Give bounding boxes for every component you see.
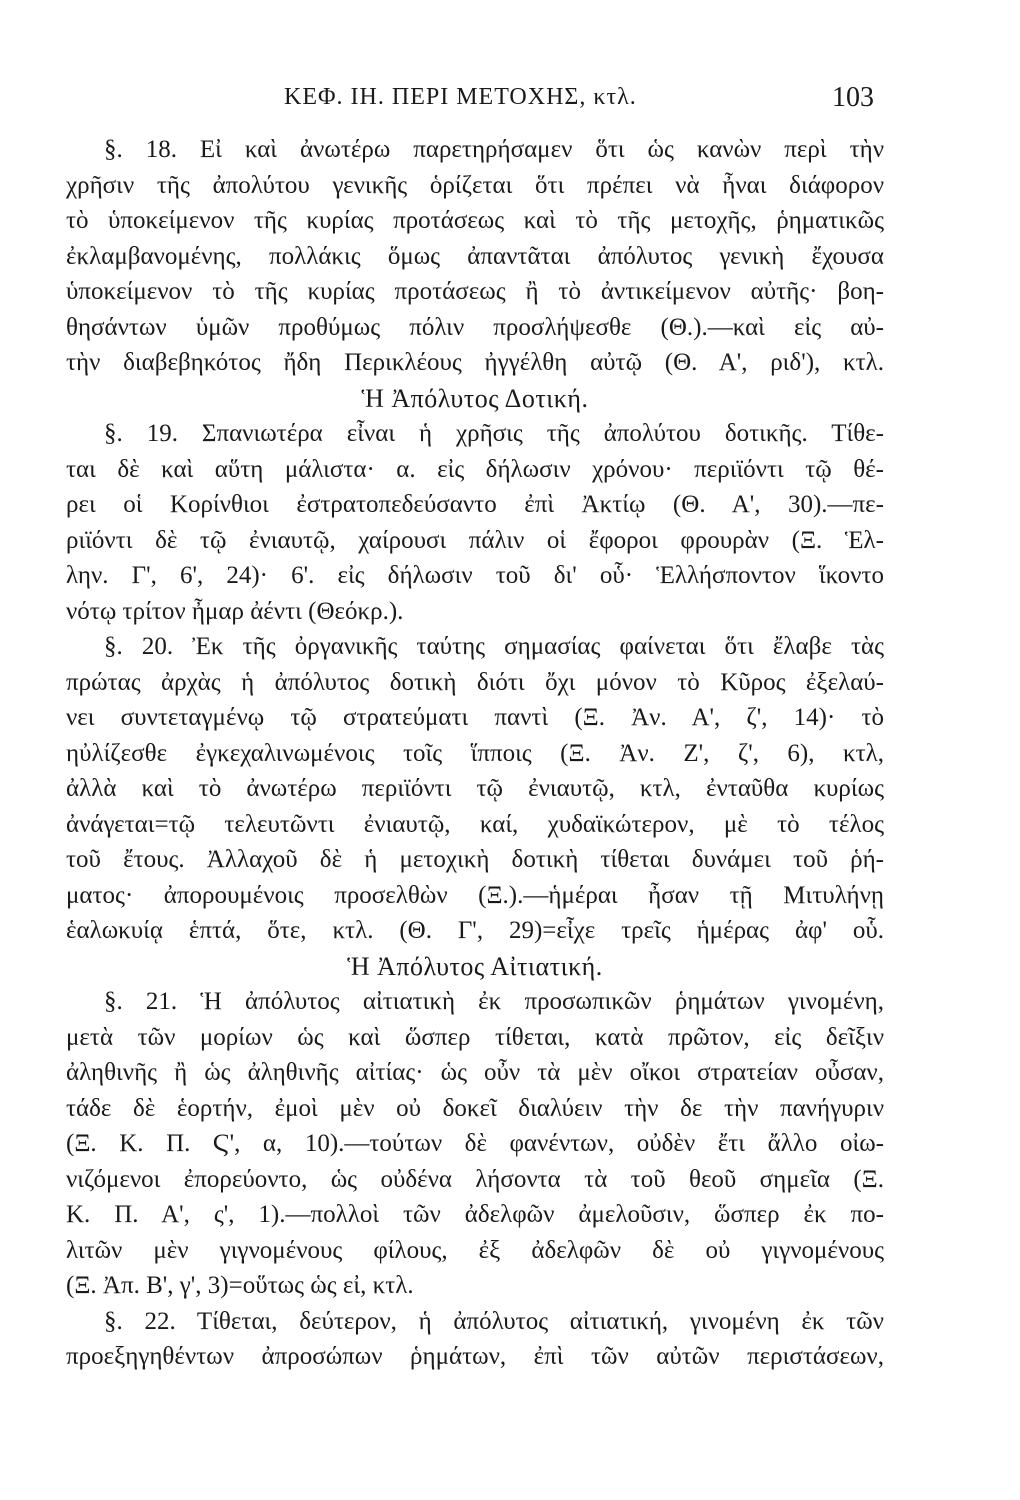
paragraph-19-line: §. 19. Σπανιωτέρα εἶναι ἡ χρῆσις τῆς ἀπολύτου δοτικῆς. Τίθε- (104, 420, 884, 447)
paragraph-22-line: §. 22. Τίθεται, δεύτερον, ἡ ἀπόλυτος αἰτιατική, γινομένη ἐκ τῶν (104, 1307, 884, 1335)
page-number: 103 (832, 82, 874, 113)
paragraph-18-line: τὴν διαβεβηκότος ἤδη Περικλέους ἠγγέλθη αὐτῷ (Θ. Α', ριδ'), κτλ. (66, 349, 884, 376)
paragraph-21-line: νιζόμενοι ἐπορεύοντο, ὡς οὐδένα λήσοντα τὰ τοῦ θεοῦ σημεῖα (Ξ. (66, 1165, 884, 1193)
paragraph-20-line: τοῦ ἔτους. Ἀλλαχοῦ δὲ ἡ μετοχικὴ δοτικὴ τίθεται δυνάμει τοῦ ῥή- (66, 846, 884, 873)
paragraph-20-line: πρώτας ἀρχὰς ἡ ἀπόλυτος δοτικὴ διότι ὄχι μόνον τὸ Κῦρος ἐξελαύ- (66, 668, 884, 696)
page-body (66, 132, 884, 1375)
paragraph-21-line: (Ξ. Κ. Π. Ϛ', α, 10).—τούτων δὲ φανέντων, οὐδὲν ἔτι ἄλλο οἰω- (66, 1130, 884, 1157)
paragraph-19-line: ρει οἱ Κορίνθιοι ἐστρατοπεδεύσαντο ἐπὶ Ἀκτίῳ (Θ. Α', 30).—πε- (66, 491, 884, 518)
running-title: ΚΕΦ. ΙΗ. ΠΕΡΙ ΜΕΤΟΧΗΣ, κτλ. (284, 84, 637, 110)
paragraph-18-line: §. 18. Εἰ καὶ ἀνωτέρω παρετηρήσαμεν ὅτι ὡς κανὼν περὶ τὴν (104, 136, 884, 163)
paragraph-21-line: λιτῶν μὲν γιγνομένους φίλους, ἐξ ἀδελφῶν δὲ οὐ γιγνομένους (66, 1236, 884, 1264)
paragraph-20-line: ἑαλωκυίᾳ ἑπτά, ὅτε, κτλ. (Θ. Γ', 29)=εἶχε τρεῖς ἡμέρας ἀφ' οὗ. (66, 917, 884, 944)
paragraph-19-line: ριϊόντι δὲ τῷ ἐνιαυτῷ, χαίρουσι πάλιν οἱ ἔφοροι φρουρὰν (Ξ. Ἑλ- (66, 526, 884, 554)
paragraph-20-line: νει συντεταγμένῳ τῷ στρατεύματι παντὶ (Ξ. Ἀν. Α', ζ', 14)· τὸ (66, 704, 884, 731)
paragraph-18-line: ὑποκείμενον τὸ τῆς κυρίας προτάσεως ἢ τὸ ἀντικείμενον αὐτῆς· βοη- (66, 278, 884, 305)
paragraph-18-line: τὸ ὑποκείμενον τῆς κυρίας προτάσεως καὶ τὸ τῆς μετοχῆς, ῥηματικῶς (66, 207, 884, 234)
paragraph-20-line: ἀλλὰ καὶ τὸ ἀνωτέρω περιϊόντι τῷ ἐνιαυτῷ, κτλ, ἐνταῦθα κυρίως (66, 775, 884, 802)
paragraph-19-line: ται δὲ καὶ αὕτη μάλιστα· α. εἰς δήλωσιν χρόνου· περιϊόντι τῷ θέ- (66, 455, 884, 483)
page-header (70, 84, 880, 124)
paragraph-18-line: ἐκλαμβανομένης, πολλάκις ὅμως ἀπαντᾶται ἀπόλυτος γενικὴ ἔχουσα (66, 242, 884, 270)
paragraph-20-line: §. 20. Ἐκ τῆς ὀργανικῆς ταύτης σημασίας φαίνεται ὅτι ἔλαβε τὰς (104, 633, 884, 660)
paragraph-20-line: ματος· ἀπορουμένοις προσελθὼν (Ξ.).—ἡμέραι ἦσαν τῇ Μιτυλήνῃ (66, 881, 884, 909)
paragraph-20-line: ηὐλίζεσθε ἐγκεχαλινωμένοις τοῖς ἵπποις (Ξ. Ἀν. Ζ', ζ', 6), κτλ, (66, 739, 884, 767)
section-heading-accusative: Ἡ Ἀπόλυτος Αἰτιατική. (347, 951, 603, 981)
paragraph-21-line: ἀληθινῆς ἢ ὡς ἀληθινῆς αἰτίας· ὡς οὖν τὰ μὲν οἴκοι στρατείαν οὖσαν, (66, 1059, 884, 1086)
paragraph-21-line: Κ. Π. Α', ς', 1).—πολλοὶ τῶν ἀδελφῶν ἀμελοῦσιν, ὥσπερ ἐκ πο- (66, 1201, 884, 1228)
paragraph-21-line: §. 21. Ἡ ἀπόλυτος αἰτιατικὴ ἐκ προσωπικῶν ῥημάτων γινομένη, (104, 988, 884, 1015)
paragraph-21-line: τάδε δὲ ἑορτήν, ἐμοὶ μὲν οὐ δοκεῖ διαλύειν τὴν δε τὴν πανήγυριν (66, 1094, 884, 1122)
paragraph-19-line: λην. Γ', 6', 24)· 6'. εἰς δήλωσιν τοῦ δι' οὗ· Ἑλλήσποντον ἵκοντο (66, 562, 884, 589)
paragraph-20-line: ἀνάγεται=τῷ τελευτῶντι ἐνιαυτῷ, καί, χυδαϊκώτερον, μὲ τὸ τέλος (66, 810, 884, 838)
paragraph-18-line: θησάντων ὑμῶν προθύμως πόλιν προσλήψεσθε (Θ.).—καὶ εἰς αὐ- (66, 313, 884, 341)
paragraph-21-line: (Ξ. Ἀπ. Β', γ', 3)=οὕτως ὡς εἰ, κτλ. (66, 1272, 414, 1299)
paragraph-19-line: νότῳ τρίτον ἦμαρ ἀέντι (Θεόκρ.). (66, 597, 404, 625)
paragraph-22-line: προεξηγηθέντων ἀπροσώπων ῥημάτων, ἐπὶ τῶν αὐτῶν περιστάσεων, (66, 1343, 884, 1370)
paragraph-21-line: μετὰ τῶν μορίων ὡς καὶ ὥσπερ τίθεται, κατὰ πρῶτον, εἰς δεῖξιν (66, 1023, 884, 1051)
paragraph-18-line: χρῆσιν τῆς ἀπολύτου γενικῆς ὁρίζεται ὅτι πρέπει νὰ ἦναι διάφορον (66, 171, 884, 199)
section-heading-dative: Ἡ Ἀπόλυτος Δοτική. (361, 383, 589, 413)
